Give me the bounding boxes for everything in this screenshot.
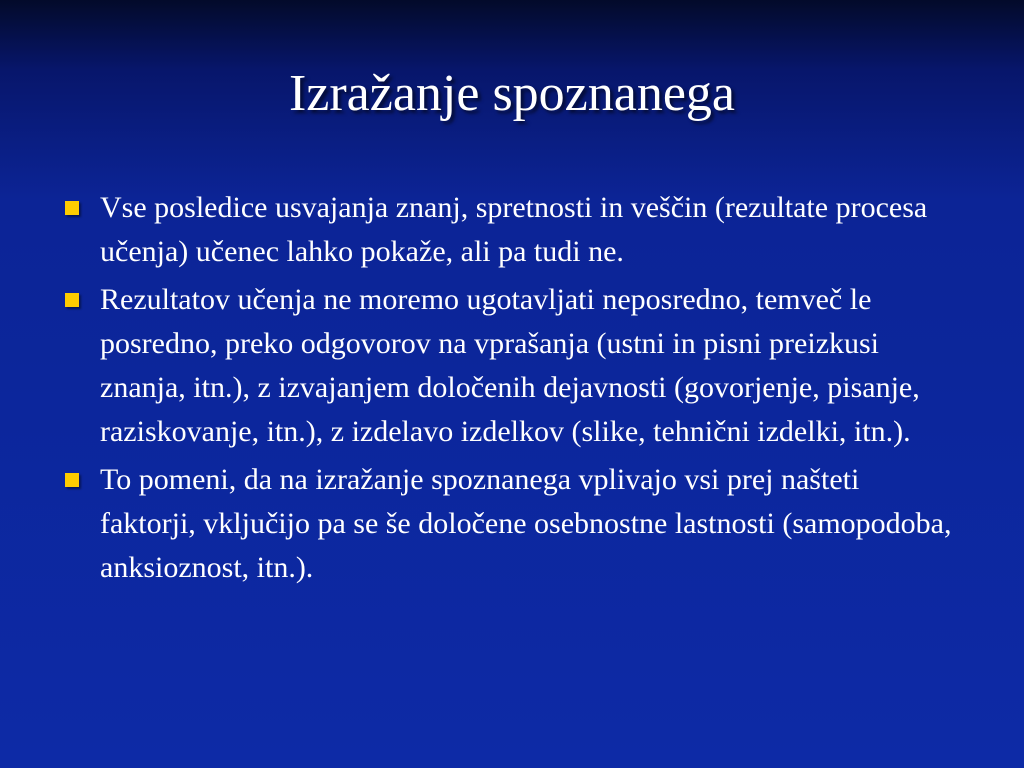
bullet-item <box>62 278 962 454</box>
bullet-text: To pomeni, da na izražanje spoznanega vplivajo vsi prej našteti faktorji, vključijo pa se še določene osebnostne lastnosti (samopodoba, anksioznost, itn.). <box>100 463 952 584</box>
bullet-item <box>62 186 962 274</box>
bullet-list <box>62 186 962 594</box>
square-bullet-icon <box>65 201 79 215</box>
square-bullet-icon <box>65 293 79 307</box>
bullet-text: Rezultatov učenja ne moremo ugotavljati neposredno, temveč le posredno, preko odgovorov na vprašanja (ustni in pisni preizkusi znanja, itn.), z izvajanjem določenih dejavnosti (govorjenje, pisanje, raziskovanje, itn.), z izdelavo izdelkov (slike, tehnični izdelki, itn.). <box>100 283 920 448</box>
square-bullet-icon <box>65 473 79 487</box>
slide-title: Izražanje spoznanega <box>288 65 736 122</box>
bullet-text: Vse posledice usvajanja znanj, spretnosti in veščin (rezultate procesa učenja) učenec lahko pokaže, ali pa tudi ne. <box>100 191 928 268</box>
bullet-item <box>62 458 962 590</box>
